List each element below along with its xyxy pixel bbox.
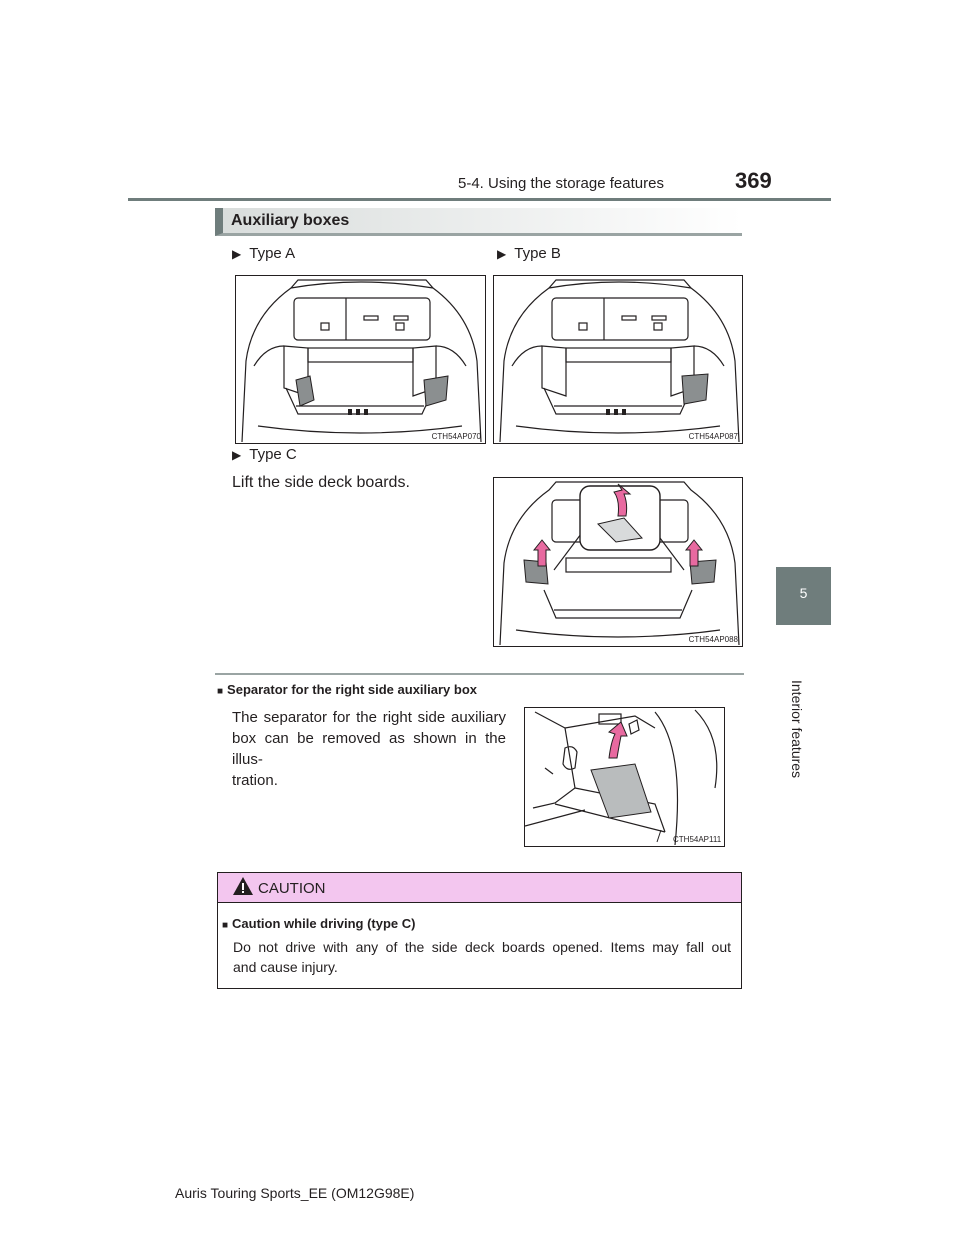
type-b-illustration xyxy=(493,275,743,444)
caution-title: CAUTION xyxy=(258,880,326,897)
figure-code: CTH54AP088 xyxy=(688,635,738,644)
type-c-instruction: Lift the side deck boards. xyxy=(232,474,410,491)
triangle-bullet-icon: ▶ xyxy=(232,448,242,462)
chapter-label: Interior features xyxy=(789,680,805,779)
section-divider xyxy=(215,673,744,675)
chapter-number: 5 xyxy=(799,585,808,601)
triangle-bullet-icon: ▶ xyxy=(497,247,507,261)
separator-text-line: The separator for the right side auxiliary xyxy=(232,709,506,726)
type-c-text: Type C xyxy=(249,446,297,463)
page-number: 369 xyxy=(735,168,772,193)
type-a-label xyxy=(232,245,295,262)
separator-heading xyxy=(217,682,477,697)
separator-text-line: box can be removed as shown in the illus- xyxy=(232,730,506,768)
separator-text-line: tration. xyxy=(232,772,278,789)
caution-subheading-text: Caution while driving (type C) xyxy=(232,916,416,931)
caution-text-line: and cause injury. xyxy=(233,959,338,975)
header-divider xyxy=(128,198,831,201)
type-b-text: Type B xyxy=(514,245,561,262)
figure-code: CTH54AP087 xyxy=(688,432,738,441)
type-a-illustration xyxy=(235,275,486,444)
caution-subheading xyxy=(222,916,416,931)
section-title: 5-4. Using the storage features xyxy=(458,175,664,192)
cargo-area-drawing xyxy=(494,478,742,646)
type-a-text: Type A xyxy=(249,245,296,262)
section-heading xyxy=(215,208,742,236)
side-box-drawing xyxy=(525,708,724,846)
figure-code: CTH54AP070 xyxy=(431,432,481,441)
square-bullet-icon: ■ xyxy=(222,920,229,931)
square-bullet-icon: ■ xyxy=(217,686,224,697)
caution-text xyxy=(233,937,731,977)
type-c-illustration xyxy=(493,477,743,647)
warning-icon xyxy=(232,876,254,896)
figure-code: CTH54AP111 xyxy=(673,835,722,844)
type-c-label xyxy=(232,446,297,463)
cargo-area-drawing xyxy=(494,276,742,443)
separator-heading-text: Separator for the right side auxiliary box xyxy=(227,682,477,697)
separator-text xyxy=(232,707,506,791)
footer-text: Auris Touring Sports_EE (OM12G98E) xyxy=(175,1185,415,1201)
caution-text-line: Do not drive with any of the side deck boards opened. Items may fall out xyxy=(233,939,731,955)
section-heading-text: Auxiliary boxes xyxy=(231,212,350,229)
type-b-label xyxy=(497,245,561,262)
separator-illustration xyxy=(524,707,725,847)
cargo-area-drawing xyxy=(236,276,485,443)
triangle-bullet-icon: ▶ xyxy=(232,247,242,261)
